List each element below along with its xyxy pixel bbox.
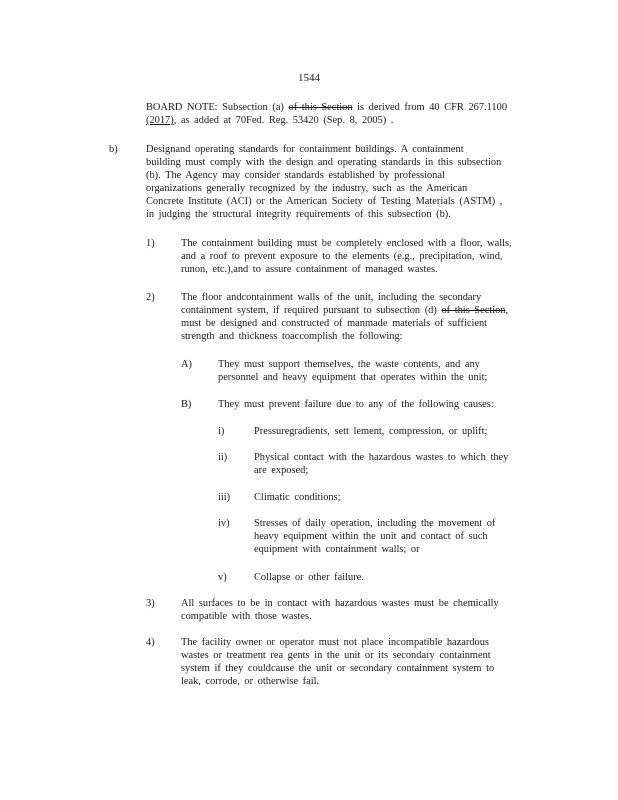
item-2-struck-text: of this Section — [441, 305, 506, 316]
item-A-text — [218, 358, 548, 384]
text-line: compatible with those wastes. — [181, 611, 312, 622]
text-line: wastes or treatment rea gents in the unit or its secondary containment — [181, 650, 491, 661]
item-3-text — [181, 597, 551, 623]
board-note-struck-text: of this Section — [288, 102, 353, 113]
text-line: must be designed and constructed of manmade materials of sufficient — [181, 318, 488, 329]
board-note-text-3: , as added at 70Fed. Reg. 53420 (Sep. 8, 2005) . — [173, 115, 394, 126]
text-line: strength and thickness toaccomplish the following: — [181, 331, 403, 342]
board-note-text-2: is derived from 40 CFR 267.1100 — [357, 102, 508, 113]
item-iii-label: iii) — [218, 492, 231, 503]
board-note-underlined-text: (2017) — [146, 115, 174, 126]
item-2-comma: , — [505, 305, 509, 316]
page-number: 1544 — [298, 72, 320, 84]
text-line: building must comply with the design and operating standards in this subsection — [146, 157, 502, 168]
text-line: Physical contact with the hazardous wastes to which they — [254, 452, 509, 463]
text-line: (b). The Agency may consider standards established by professional — [146, 170, 445, 181]
item-1-label: 1) — [146, 238, 155, 249]
item-v-label: v) — [218, 572, 227, 583]
text-line: The containment building must be completely enclosed with a floor, walls, — [181, 238, 512, 249]
text-line — [181, 304, 561, 317]
item-2-text-part: containment system, if required pursuant to subsection (d) — [181, 305, 437, 316]
item-2-text — [181, 291, 561, 343]
item-iv-text — [254, 517, 554, 556]
text-line: heavy equipment within the unit and contact of such — [254, 531, 488, 542]
item-3-label: 3) — [146, 598, 155, 609]
text-line: and a roof to prevent exposure to the elements (e.g., precipitation, wind, — [181, 251, 503, 262]
item-iv-label: iv) — [218, 518, 230, 529]
text-line: system if they couldcause the unit or secondary containment system to — [181, 663, 495, 674]
text-line: All surfaces to be in contact with hazardous wastes must be chemically — [181, 598, 499, 609]
text-line: Designand operating standards for containment buildings. A containment — [146, 144, 464, 155]
item-ii-text — [254, 451, 554, 477]
item-1-text — [181, 237, 551, 276]
text-line: Climatic conditions; — [254, 492, 341, 503]
item-A-label: A) — [181, 359, 192, 370]
text-line: They must prevent failure due to any of the following causes: — [218, 399, 494, 410]
text-line: They must support themselves, the waste contents, and any — [218, 359, 480, 370]
text-line: leak, corrode, or otherwise fail. — [181, 676, 320, 687]
item-ii-label: ii) — [218, 452, 228, 463]
text-line: The floor andcontainment walls of the unit, including the secondary — [181, 292, 482, 303]
text-line: in judging the structural integrity requirements of this subsection (b). — [146, 209, 451, 220]
item-B-text — [218, 398, 548, 411]
text-line: The facility owner or operator must not place incompatible hazardous — [181, 637, 489, 648]
item-i-label: i) — [218, 426, 225, 437]
item-v-text — [254, 571, 554, 584]
item-i-text — [254, 425, 554, 438]
item-B-label: B) — [181, 399, 192, 410]
text-line: runon, etc.),and to assure containment of managed wastes. — [181, 264, 438, 275]
board-note-line-2 — [146, 114, 586, 127]
item-2-label: 2) — [146, 292, 155, 303]
item-4-label: 4) — [146, 637, 155, 648]
text-line: Collapse or other failure. — [254, 572, 364, 583]
text-line: are exposed; — [254, 465, 309, 476]
item-4-text — [181, 636, 551, 688]
subsection-b-label: b) — [109, 144, 118, 155]
text-line: organizations generally recognized by the industry, such as the American — [146, 183, 468, 194]
text-line: Stresses of daily operation, including the movement of — [254, 518, 496, 529]
board-note-line-1 — [146, 101, 586, 114]
text-line: Pressuregradients, sett lement, compression, or uplift; — [254, 426, 488, 437]
text-line: equipment with containment walls; or — [254, 544, 420, 555]
subsection-b-text — [146, 143, 546, 221]
item-iii-text — [254, 491, 554, 504]
text-line: Concrete Institute (ACI) or the American Society of Testing Materials (ASTM) , — [146, 196, 503, 207]
board-note — [146, 101, 586, 127]
text-line: personnel and heavy equipment that operates within the unit; — [218, 372, 488, 383]
board-note-text-1: BOARD NOTE: Subsection (a) — [146, 102, 284, 113]
